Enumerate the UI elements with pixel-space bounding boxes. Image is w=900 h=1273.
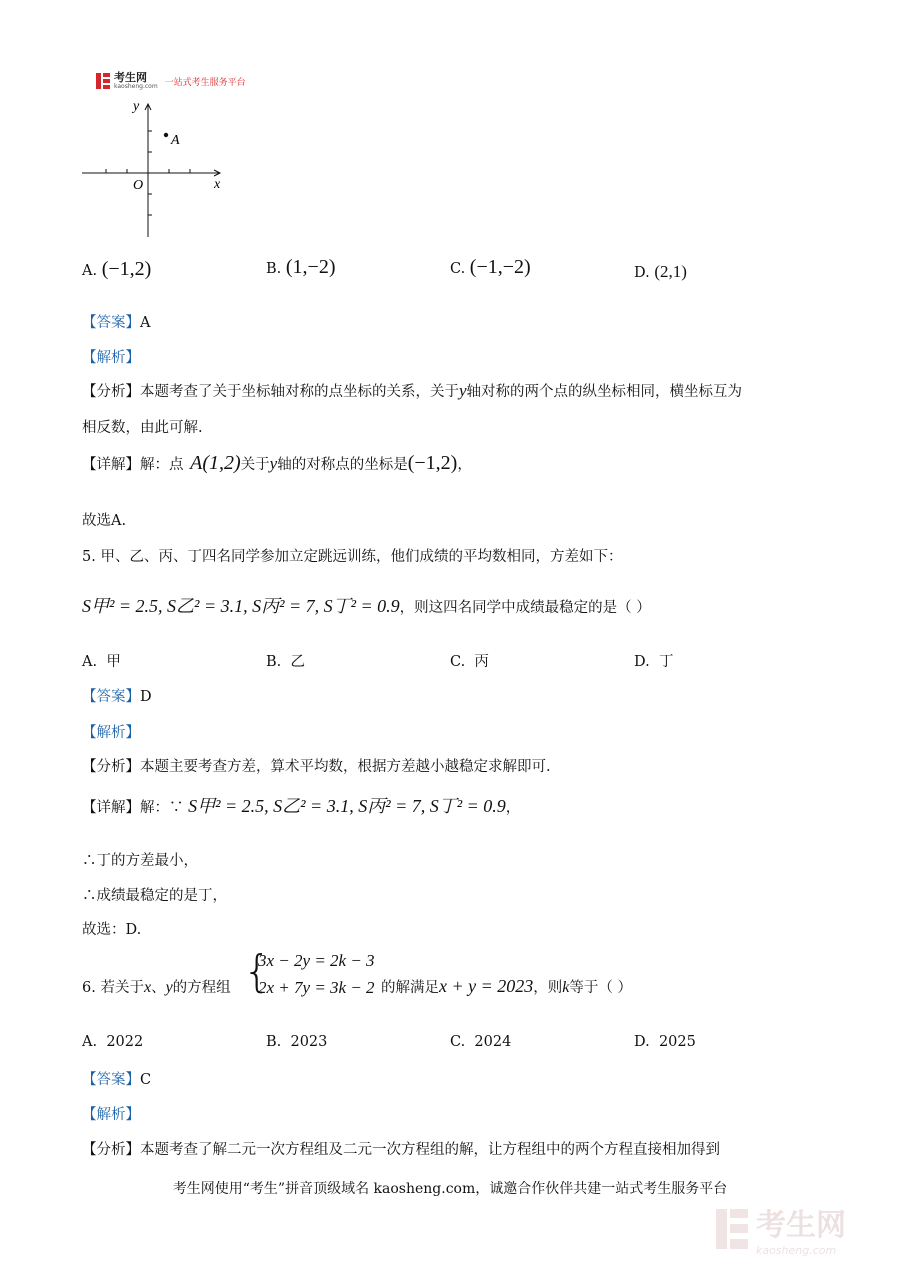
logo-name: 考生网 [114,71,147,84]
watermark-name: 考生网 [756,1208,846,1243]
q6-option-a: A. 2022 [82,1034,144,1050]
logo-slogan: 一站式考生服务平台 [164,77,246,88]
q5-stem: 5. 甲、乙、丙、丁四名同学参加立定跳远训练，他们成绩的平均数相同，方差如下： [82,549,623,565]
q4-option-d: D. (2,1) [634,262,687,281]
q5-option-d: D. 丁 [634,654,674,670]
q5-detail-formula: S甲² = 2.5, S乙² = 3.1, S丙² = 7, S丁² = 0.9 [188,796,506,816]
q5-stem-formula-line: S甲² = 2.5, S乙² = 3.1, S丙² = 7, S丁² = 0.9，则这四名同学中成绩最稳定的是（ ） [82,596,651,616]
q4-detail: 【详解】解：点 A(1,2)关于y轴的对称点的坐标是(−1,2)， [82,452,472,474]
q6-stem-end: 的解满足x + y = 2023，则k等于（ ） [381,976,632,996]
q6-analysis-heading: 【解析】 [82,1107,140,1123]
q4-fenxi-cont: 相反数，由此可解. [82,420,203,436]
header-logo [96,72,246,90]
q4-conclusion: 故选A. [82,513,127,529]
q4-option-c: C. (−1,−2) [450,256,531,278]
coordinate-graph [78,92,238,242]
q6-stem-start: 6. 若关于x、y的方程组 [82,979,231,996]
q6-option-c: C. 2024 [450,1034,512,1050]
q5-fenxi: 【分析】本题主要考查方差，算术平均数，根据方差越小越稳定求解即可. [82,759,551,775]
q5-line-2: ∴成绩最稳定的是丁， [82,888,227,904]
q5-answer: 【答案】D [82,689,152,705]
q4-option-a: A. (−1,2) [82,258,152,280]
q6-eq2: 2x + 7y = 3k − 2 [258,978,375,997]
q5-line-1: ∴丁的方差最小， [82,853,198,869]
q5-detail: 【详解】解：∵ S甲² = 2.5, S乙² = 3.1, S丙² = 7, S丁² = 0.9， [82,796,521,816]
q4-analysis-heading: 【解析】 [82,350,140,366]
q5-formula: S甲² = 2.5, S乙² = 3.1, S丙² = 7, S丁² = 0.9 [82,596,400,616]
q5-conclusion: 故选：D. [82,922,142,938]
page-footer: 考生网使用“考生”拼音顶级域名 kaosheng.com，诚邀合作伙伴共建一站式考生服务平台 [172,1181,728,1197]
q6-answer: 【答案】C [82,1072,152,1088]
watermark-logo [716,1200,846,1257]
q4-fenxi: 【分析】本题考查了关于坐标轴对称的点坐标的关系，关于y轴对称的两个点的纵坐标相同，横坐标互为 [82,381,743,400]
q5-option-c: C. 丙 [450,654,489,670]
q5-analysis-heading: 【解析】 [82,725,140,741]
logo-icon [96,73,110,89]
point-a [164,133,168,137]
point-a-label: A [171,133,180,148]
q6-fenxi: 【分析】本题考查了解二元一次方程组及二元一次方程组的解，让方程组中的两个方程直接相加得到 [82,1142,720,1158]
logo-domain: kaosheng.com [114,83,158,90]
q5-option-b: B. 乙 [266,654,305,670]
q6-system-brace: { [243,946,271,997]
q5-option-a: A. 甲 [82,654,121,670]
q6-option-b: B. 2023 [266,1034,328,1050]
watermark-domain: kaosheng.com [756,1244,837,1257]
q4-option-b: B. (1,−2) [266,256,336,278]
q6-eq1: 3x − 2y = 2k − 3 [258,951,375,970]
x-axis-label: x [214,177,221,192]
q4-answer: 【答案】A [82,315,151,331]
q6-option-d: D. 2025 [634,1034,696,1050]
origin-label: O [133,178,144,193]
watermark-icon [716,1209,750,1249]
y-axis-label: y [133,99,140,114]
